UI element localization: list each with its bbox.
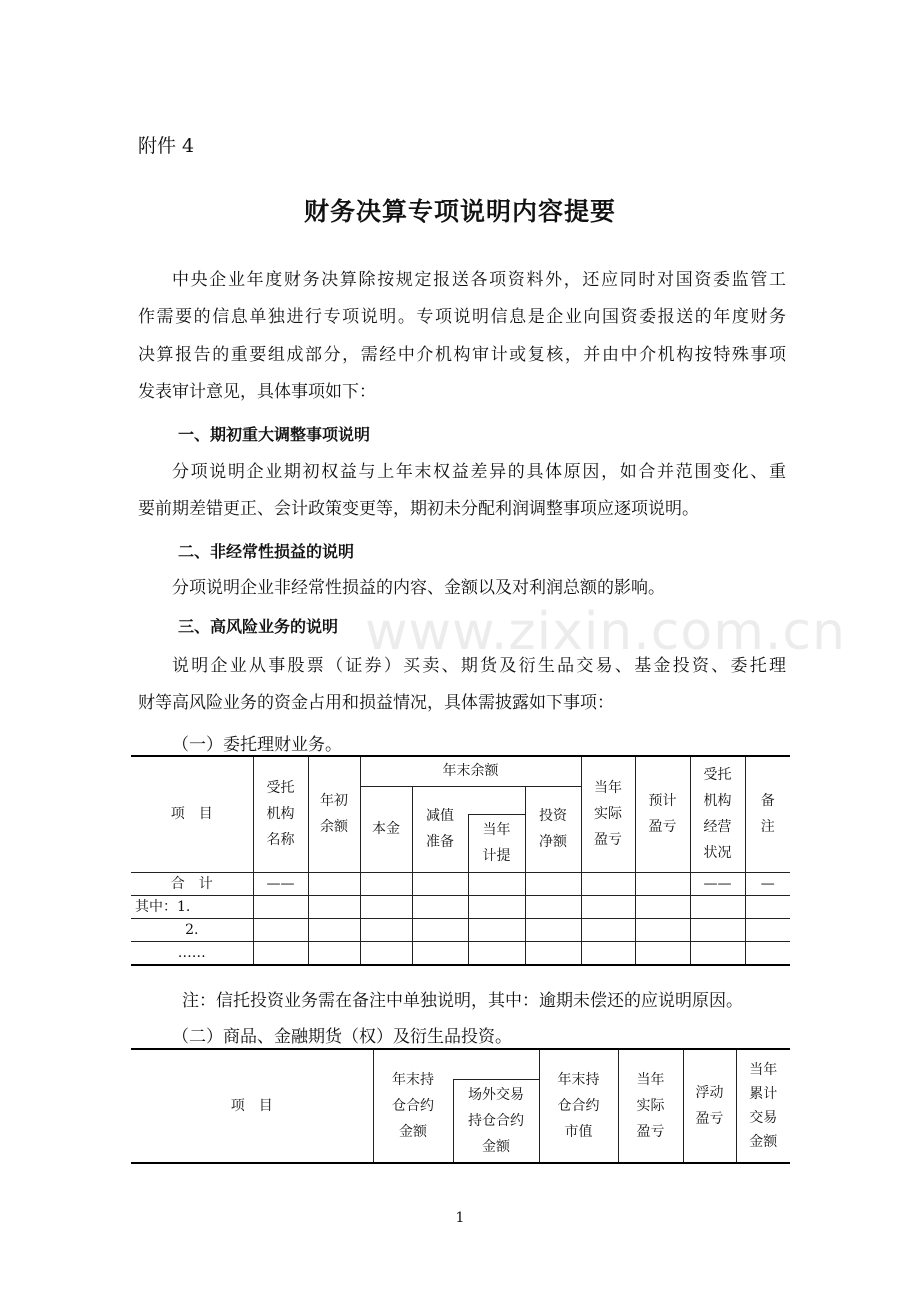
header-otc-position-amount: 场外交易 持仓合约 金额 — [453, 1079, 539, 1163]
cell-dash: —— — [253, 872, 308, 895]
header-floating-pl: 浮动 盈亏 — [683, 1049, 736, 1163]
section1-line-1: 分项说明企业期初权益与上年末权益差异的具体原因，如合并范围变化、重 — [172, 462, 786, 482]
header-expected-pl: 预计 盈亏 — [635, 756, 690, 872]
derivatives-table — [131, 1048, 790, 1164]
header-net-investment: 投资 净额 — [525, 786, 581, 872]
header-item: 项 目 — [131, 1049, 373, 1163]
table1-note: 注：信托投资业务需在备注中单独说明，其中：逾期未偿还的应说明原因。 — [182, 991, 743, 1011]
header-remark: 备 注 — [745, 756, 790, 872]
header-item: 项 目 — [131, 756, 253, 872]
intro-line-3: 决算报告的重要组成部分，需经中介机构审计或复核，并由中介机构按特殊事项 — [138, 345, 786, 365]
sub2-caption: （二）商品、金融期货（权）及衍生品投资。 — [172, 1027, 512, 1047]
row-ellipsis-label: …… — [131, 941, 253, 965]
cell-dash: — — [745, 872, 790, 895]
section2-text: 分项说明企业非经常性损益的内容、金额以及对利润总额的影响。 — [172, 578, 665, 598]
row-1-label: 其中：1. — [131, 895, 253, 918]
section3-heading: 三、高风险业务的说明 — [178, 617, 339, 636]
header-begin-balance: 年初 余额 — [308, 756, 360, 872]
intro-line-1: 中央企业年度财务决算除按规定报送各项资料外，还应同时对国资委监管工 — [172, 270, 786, 290]
document-title: 财务决算专项说明内容提要 — [303, 197, 616, 226]
header-current-provision: 当年 计提 — [468, 814, 525, 872]
header-actual-pl: 当年 实际 盈亏 — [618, 1049, 683, 1163]
row-2-label: 2. — [131, 918, 253, 941]
intro-line-4: 发表审计意见，具体事项如下： — [138, 382, 376, 402]
header-impairment: 减值 准备 — [412, 786, 468, 872]
sub1-caption: （一）委托理财业务。 — [172, 735, 342, 755]
header-end-position-market-value: 年末持 仓合约 市值 — [539, 1049, 618, 1163]
header-trustee-status: 受托 机构 经营 状况 — [690, 756, 745, 872]
header-end-position-amount: 年末持 仓合约 金额 — [373, 1049, 453, 1163]
page-number: 1 — [455, 1210, 465, 1226]
section1-heading: 一、期初重大调整事项说明 — [178, 425, 371, 444]
header-cumulative-trade: 当年 累计 交易 金额 — [736, 1049, 790, 1163]
entrusted-finance-table — [131, 755, 790, 966]
section2-heading: 二、非经常性损益的说明 — [178, 542, 355, 561]
watermark: www.zixin.com.cn — [365, 602, 846, 662]
cell-dash: —— — [690, 872, 745, 895]
section3-line-2: 财等高风险业务的资金占用和损益情况，具体需披露如下事项： — [138, 693, 614, 713]
section3-line-1: 说明企业从事股票（证券）买卖、期货及衍生品交易、基金投资、委托理 — [172, 656, 786, 676]
intro-line-2: 作需要的信息单独进行专项说明。专项说明信息是企业向国资委报送的年度财务 — [138, 307, 786, 327]
row-total-label: 合 计 — [131, 872, 253, 895]
header-trustee: 受托 机构 名称 — [253, 756, 308, 872]
header-principal: 本金 — [360, 786, 412, 872]
header-end-balance: 年末余额 — [360, 756, 581, 786]
header-actual-pl: 当年 实际 盈亏 — [581, 756, 635, 872]
section1-line-2: 要前期差错更正、会计政策变更等，期初未分配利润调整事项应逐项说明。 — [138, 499, 699, 519]
attachment-label: 附件 4 — [138, 135, 195, 157]
